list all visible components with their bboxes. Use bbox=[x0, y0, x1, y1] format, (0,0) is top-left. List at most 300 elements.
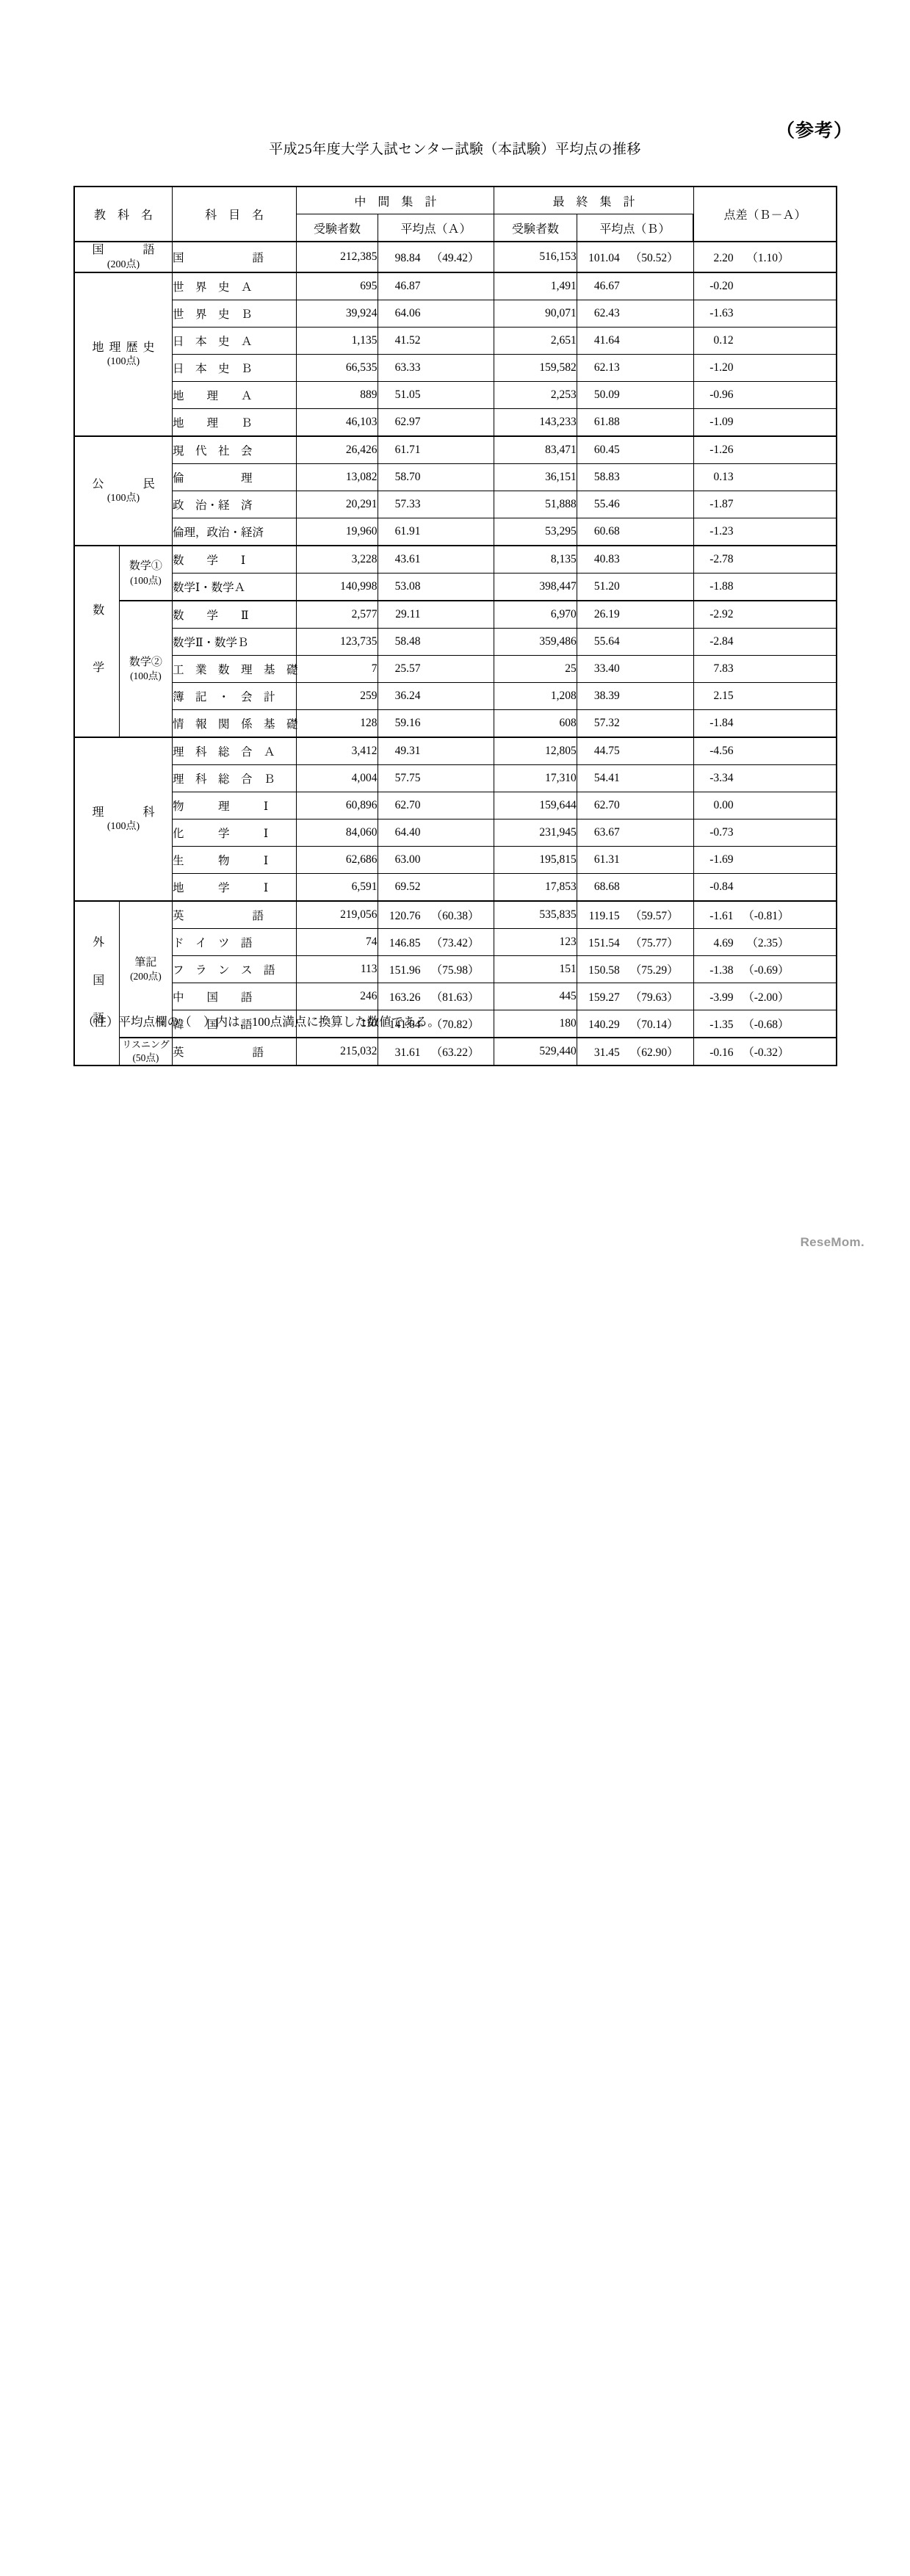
interim-average-value: 59.16 bbox=[394, 717, 421, 730]
final-count: 445 bbox=[494, 983, 577, 1010]
interim-average bbox=[378, 983, 494, 1010]
interim-average-value: 63.00 bbox=[394, 853, 421, 866]
difference bbox=[693, 409, 837, 437]
subgroup-cell-sugaku2 bbox=[119, 601, 172, 737]
final-average-converted: （62.90） bbox=[629, 1046, 679, 1060]
interim-average bbox=[378, 792, 494, 820]
final-average bbox=[577, 436, 693, 464]
final-count: 6,970 bbox=[494, 601, 577, 629]
final-average-value: 62.43 bbox=[593, 307, 620, 320]
final-average-converted: （50.52） bbox=[629, 252, 679, 265]
score-table-container bbox=[73, 186, 837, 1066]
final-average-converted: （79.63） bbox=[629, 991, 679, 1005]
final-count: 83,471 bbox=[494, 436, 577, 464]
subject-name: ド イ ツ 語 bbox=[172, 929, 296, 956]
final-average-value: 68.68 bbox=[593, 880, 620, 894]
final-average bbox=[577, 546, 693, 574]
interim-average bbox=[378, 901, 494, 929]
final-average-value: 62.70 bbox=[593, 799, 620, 812]
final-count: 90,071 bbox=[494, 300, 577, 328]
final-average bbox=[577, 242, 693, 272]
table-row bbox=[74, 574, 837, 601]
table-row bbox=[74, 518, 837, 546]
watermark-logo: ReseMom. bbox=[800, 1235, 864, 1249]
table-row bbox=[74, 272, 837, 300]
interim-average bbox=[378, 242, 494, 272]
difference-value: -0.16 bbox=[709, 1046, 734, 1060]
difference-value: -1.88 bbox=[709, 580, 734, 593]
final-average-converted: （59.57） bbox=[629, 910, 679, 923]
header-final-group: 最 終 集 計 bbox=[494, 187, 693, 214]
interim-average-value: 57.33 bbox=[394, 498, 421, 511]
difference-converted: （-0.32） bbox=[743, 1046, 790, 1060]
difference bbox=[693, 382, 837, 409]
final-average bbox=[577, 1010, 693, 1038]
difference-value: 0.00 bbox=[713, 799, 734, 812]
table-row bbox=[74, 929, 837, 956]
table-row bbox=[74, 820, 837, 847]
interim-average-value: 46.87 bbox=[394, 280, 421, 293]
final-average-value: 51.20 bbox=[593, 580, 620, 593]
interim-average bbox=[378, 300, 494, 328]
interim-average-converted: （73.42） bbox=[430, 937, 480, 950]
interim-average bbox=[378, 464, 494, 491]
final-average-value: 31.45 bbox=[593, 1046, 620, 1060]
subject-name: 簿 記 ・ 会 計 bbox=[172, 683, 296, 710]
final-average-value: 55.46 bbox=[593, 498, 620, 511]
difference bbox=[693, 300, 837, 328]
difference-value: -1.84 bbox=[709, 717, 734, 730]
interim-average-value: 62.70 bbox=[394, 799, 421, 812]
subgroup-points: (100点) bbox=[130, 670, 162, 682]
interim-average bbox=[378, 629, 494, 656]
table-body bbox=[74, 242, 837, 1066]
area-cell-komin bbox=[74, 436, 172, 546]
difference bbox=[693, 1010, 837, 1038]
subject-name: 倫理，政治・経済 bbox=[172, 518, 296, 546]
final-average bbox=[577, 464, 693, 491]
subject-name: 数学Ⅱ・数学Ｂ bbox=[172, 629, 296, 656]
interim-count: 19,960 bbox=[297, 518, 378, 546]
interim-average-value: 61.71 bbox=[394, 444, 421, 457]
interim-average bbox=[378, 683, 494, 710]
final-count: 143,233 bbox=[494, 409, 577, 437]
final-average-value: 55.64 bbox=[593, 635, 620, 648]
difference-value: -1.87 bbox=[709, 498, 734, 511]
difference bbox=[693, 901, 837, 929]
interim-count: 6,591 bbox=[297, 874, 378, 902]
final-average-value: 50.09 bbox=[593, 388, 620, 402]
table-row bbox=[74, 983, 837, 1010]
interim-average-value: 51.05 bbox=[394, 388, 421, 402]
reference-label: （参考） bbox=[776, 121, 853, 141]
difference-converted: （-0.81） bbox=[743, 910, 790, 923]
difference bbox=[693, 518, 837, 546]
final-average bbox=[577, 272, 693, 300]
difference-value: -0.20 bbox=[709, 280, 734, 293]
final-count: 12,805 bbox=[494, 737, 577, 765]
final-average bbox=[577, 929, 693, 956]
final-average-converted: （70.14） bbox=[629, 1019, 679, 1032]
final-count: 1,208 bbox=[494, 683, 577, 710]
interim-average bbox=[378, 874, 494, 902]
difference bbox=[693, 656, 837, 683]
subject-name: 世 界 史 Ａ bbox=[172, 272, 296, 300]
difference-value: -1.35 bbox=[709, 1019, 734, 1032]
interim-count: 2,577 bbox=[297, 601, 378, 629]
header-interim-group: 中 間 集 計 bbox=[297, 187, 494, 214]
interim-average bbox=[378, 574, 494, 601]
difference-value: 0.12 bbox=[713, 334, 734, 347]
interim-average-value: 25.57 bbox=[394, 662, 421, 676]
difference bbox=[693, 874, 837, 902]
interim-average-value: 53.08 bbox=[394, 580, 421, 593]
difference bbox=[693, 601, 837, 629]
difference-converted: （1.10） bbox=[746, 252, 790, 265]
final-average bbox=[577, 409, 693, 437]
final-average bbox=[577, 765, 693, 792]
difference bbox=[693, 546, 837, 574]
table-row bbox=[74, 956, 837, 983]
area-cell-sugaku bbox=[74, 546, 119, 737]
interim-average-value: 49.31 bbox=[394, 745, 421, 758]
difference bbox=[693, 464, 837, 491]
final-average bbox=[577, 1038, 693, 1066]
final-average-value: 41.64 bbox=[593, 334, 620, 347]
interim-count: 74 bbox=[297, 929, 378, 956]
interim-average-value: 141.64 bbox=[389, 1019, 421, 1032]
final-count: 516,153 bbox=[494, 242, 577, 272]
difference-converted: （-0.69） bbox=[743, 964, 790, 977]
subject-name: 英 語 bbox=[172, 1038, 296, 1066]
interim-count: 7 bbox=[297, 656, 378, 683]
interim-count: 889 bbox=[297, 382, 378, 409]
subject-name: 数学Ⅰ・数学Ａ bbox=[172, 574, 296, 601]
interim-count: 46,103 bbox=[297, 409, 378, 437]
subject-name: 日 本 史 Ｂ bbox=[172, 355, 296, 382]
interim-average-value: 58.48 bbox=[394, 635, 421, 648]
subject-name: 政 治・経 済 bbox=[172, 491, 296, 518]
interim-count: 39,924 bbox=[297, 300, 378, 328]
interim-average bbox=[378, 409, 494, 437]
final-average bbox=[577, 491, 693, 518]
header-subject-area: 教 科 名 bbox=[74, 187, 172, 242]
final-average-value: 44.75 bbox=[593, 745, 620, 758]
difference-value: -1.69 bbox=[709, 853, 734, 866]
final-count: 159,582 bbox=[494, 355, 577, 382]
table-row bbox=[74, 382, 837, 409]
subject-name: 韓 国 語 bbox=[172, 1010, 296, 1038]
final-count: 180 bbox=[494, 1010, 577, 1038]
subject-name: 数 学 Ⅱ bbox=[172, 601, 296, 629]
final-average bbox=[577, 518, 693, 546]
difference-value: -2.78 bbox=[709, 553, 734, 566]
interim-average-value: 120.76 bbox=[389, 910, 421, 923]
difference bbox=[693, 328, 837, 355]
interim-count: 66,535 bbox=[297, 355, 378, 382]
final-average bbox=[577, 820, 693, 847]
interim-count: 695 bbox=[297, 272, 378, 300]
final-average-converted: （75.29） bbox=[629, 964, 679, 977]
difference bbox=[693, 820, 837, 847]
interim-average-value: 98.84 bbox=[394, 252, 421, 265]
interim-average bbox=[378, 820, 494, 847]
final-average bbox=[577, 300, 693, 328]
area-label: 公 民 bbox=[92, 477, 160, 491]
difference-value: 0.13 bbox=[713, 471, 734, 484]
interim-average-value: 57.75 bbox=[394, 772, 421, 785]
difference bbox=[693, 956, 837, 983]
final-average bbox=[577, 355, 693, 382]
subject-name: 理 科 総 合 Ａ bbox=[172, 737, 296, 765]
difference-value: -1.09 bbox=[709, 416, 734, 429]
subject-name: 化 学 Ⅰ bbox=[172, 820, 296, 847]
interim-average-value: 69.52 bbox=[394, 880, 421, 894]
difference bbox=[693, 847, 837, 874]
table-row bbox=[74, 355, 837, 382]
table-row bbox=[74, 710, 837, 738]
interim-average bbox=[378, 382, 494, 409]
header-subject-name: 科 目 名 bbox=[172, 187, 296, 242]
footnote: （注）平均点欄の（ ）内は，100点満点に換算した数値である。 bbox=[82, 1015, 440, 1029]
interim-count: 4,004 bbox=[297, 765, 378, 792]
area-points: (100点) bbox=[106, 493, 140, 504]
final-average bbox=[577, 683, 693, 710]
table-row bbox=[74, 656, 837, 683]
subject-name: 生 物 Ⅰ bbox=[172, 847, 296, 874]
final-average-value: 46.67 bbox=[593, 280, 620, 293]
interim-count: 1,135 bbox=[297, 328, 378, 355]
interim-average-value: 62.97 bbox=[394, 416, 421, 429]
difference-value: -1.38 bbox=[709, 964, 734, 977]
area-label: 理 科 bbox=[92, 806, 160, 819]
difference-value: -4.56 bbox=[709, 745, 734, 758]
difference bbox=[693, 683, 837, 710]
interim-count: 20,291 bbox=[297, 491, 378, 518]
interim-average bbox=[378, 929, 494, 956]
subject-name: 地 理 Ｂ bbox=[172, 409, 296, 437]
interim-average-value: 146.85 bbox=[389, 937, 421, 950]
subgroup-label: リスニング bbox=[122, 1039, 170, 1051]
subgroup-points: (50点) bbox=[132, 1052, 159, 1064]
final-average-value: 159.27 bbox=[588, 991, 620, 1005]
subject-name: 現 代 社 会 bbox=[172, 436, 296, 464]
final-average bbox=[577, 874, 693, 902]
subgroup-label: 数学① bbox=[129, 560, 162, 573]
final-count: 25 bbox=[494, 656, 577, 683]
final-count: 2,651 bbox=[494, 328, 577, 355]
table-row bbox=[74, 300, 837, 328]
header-interim-avg: 平均点（Ａ） bbox=[378, 214, 494, 242]
interim-average-value: 43.61 bbox=[394, 553, 421, 566]
difference-value: -2.92 bbox=[709, 608, 734, 621]
interim-average-converted: （49.42） bbox=[430, 252, 480, 265]
subject-name: 数 学 Ⅰ bbox=[172, 546, 296, 574]
final-average bbox=[577, 901, 693, 929]
interim-average bbox=[378, 546, 494, 574]
difference bbox=[693, 436, 837, 464]
final-average bbox=[577, 328, 693, 355]
final-average-value: 38.39 bbox=[593, 690, 620, 703]
table-row bbox=[74, 737, 837, 765]
interim-average-value: 64.40 bbox=[394, 826, 421, 839]
area-cell-rika bbox=[74, 737, 172, 901]
final-count: 17,310 bbox=[494, 765, 577, 792]
table-row bbox=[74, 491, 837, 518]
table-row bbox=[74, 436, 837, 464]
difference-value: 2.15 bbox=[713, 690, 734, 703]
final-average-value: 140.29 bbox=[588, 1019, 620, 1032]
difference bbox=[693, 355, 837, 382]
area-label: 数 学 bbox=[90, 603, 104, 680]
interim-average-converted: （75.98） bbox=[430, 964, 480, 977]
interim-average bbox=[378, 355, 494, 382]
table-row bbox=[74, 546, 837, 574]
table-row bbox=[74, 765, 837, 792]
final-average bbox=[577, 710, 693, 738]
interim-average-value: 36.24 bbox=[394, 690, 421, 703]
interim-count: 219,056 bbox=[297, 901, 378, 929]
final-average-value: 151.54 bbox=[588, 937, 620, 950]
difference-value: -0.73 bbox=[709, 826, 734, 839]
interim-average-value: 151.96 bbox=[389, 964, 421, 977]
interim-count: 215,032 bbox=[297, 1038, 378, 1066]
difference-value: -3.34 bbox=[709, 772, 734, 785]
interim-average-converted: （81.63） bbox=[430, 991, 480, 1005]
table-row bbox=[74, 847, 837, 874]
interim-count: 84,060 bbox=[297, 820, 378, 847]
interim-average-converted: （63.22） bbox=[430, 1046, 480, 1060]
interim-average bbox=[378, 847, 494, 874]
final-count: 535,835 bbox=[494, 901, 577, 929]
interim-average-value: 31.61 bbox=[394, 1046, 421, 1060]
interim-average bbox=[378, 737, 494, 765]
table-row bbox=[74, 328, 837, 355]
final-average bbox=[577, 382, 693, 409]
final-average-value: 26.19 bbox=[593, 608, 620, 621]
difference bbox=[693, 242, 837, 272]
difference bbox=[693, 574, 837, 601]
interim-count: 26,426 bbox=[297, 436, 378, 464]
difference-converted: （-2.00） bbox=[743, 991, 790, 1005]
interim-count: 113 bbox=[297, 956, 378, 983]
interim-average bbox=[378, 601, 494, 629]
difference-converted: （2.35） bbox=[746, 937, 790, 950]
table-row bbox=[74, 874, 837, 902]
interim-average-value: 61.91 bbox=[394, 525, 421, 538]
final-average bbox=[577, 601, 693, 629]
difference bbox=[693, 765, 837, 792]
final-count: 1,491 bbox=[494, 272, 577, 300]
difference bbox=[693, 737, 837, 765]
subject-name: 地 理 Ａ bbox=[172, 382, 296, 409]
interim-average bbox=[378, 272, 494, 300]
final-count: 608 bbox=[494, 710, 577, 738]
final-count: 2,253 bbox=[494, 382, 577, 409]
final-count: 195,815 bbox=[494, 847, 577, 874]
final-average bbox=[577, 737, 693, 765]
difference-value: 4.69 bbox=[713, 937, 734, 950]
difference-value: -1.20 bbox=[709, 361, 734, 375]
interim-average bbox=[378, 1038, 494, 1066]
subgroup-label: 筆記 bbox=[134, 956, 157, 969]
final-average-value: 60.45 bbox=[593, 444, 620, 457]
interim-average bbox=[378, 436, 494, 464]
interim-average bbox=[378, 956, 494, 983]
interim-average-value: 29.11 bbox=[395, 608, 421, 621]
difference-value: -1.23 bbox=[709, 525, 734, 538]
difference bbox=[693, 929, 837, 956]
difference-value: -2.84 bbox=[709, 635, 734, 648]
interim-average bbox=[378, 491, 494, 518]
area-cell-kokugo bbox=[74, 242, 172, 272]
score-table bbox=[73, 186, 837, 1066]
interim-average bbox=[378, 656, 494, 683]
interim-average-value: 58.70 bbox=[394, 471, 421, 484]
difference bbox=[693, 1038, 837, 1066]
header-final-count: 受験者数 bbox=[494, 214, 577, 242]
final-count: 359,486 bbox=[494, 629, 577, 656]
final-average-value: 101.04 bbox=[588, 252, 620, 265]
interim-average-value: 63.33 bbox=[394, 361, 421, 375]
difference bbox=[693, 710, 837, 738]
subgroup-points: (200点) bbox=[130, 971, 162, 983]
header-final-avg: 平均点（Ｂ） bbox=[577, 214, 693, 242]
subgroup-cell-listening bbox=[119, 1038, 172, 1066]
interim-count: 110 bbox=[297, 1010, 378, 1038]
area-label: 国 語 bbox=[92, 244, 160, 256]
difference-value: -1.26 bbox=[709, 444, 734, 457]
area-cell-chirirekishi bbox=[74, 272, 172, 436]
subgroup-label: 数学② bbox=[129, 656, 162, 668]
subgroup-points: (100点) bbox=[130, 574, 162, 586]
subject-name: 国 語 bbox=[172, 242, 296, 272]
final-average bbox=[577, 629, 693, 656]
subject-name: フ ラ ン ス 語 bbox=[172, 956, 296, 983]
final-average-value: 61.88 bbox=[593, 416, 620, 429]
table-row bbox=[74, 683, 837, 710]
final-average bbox=[577, 792, 693, 820]
table-row bbox=[74, 464, 837, 491]
final-count: 151 bbox=[494, 956, 577, 983]
interim-average-converted: （60.38） bbox=[430, 910, 480, 923]
final-count: 8,135 bbox=[494, 546, 577, 574]
final-count: 231,945 bbox=[494, 820, 577, 847]
final-average bbox=[577, 574, 693, 601]
difference-value: -1.63 bbox=[709, 307, 734, 320]
area-points: (100点) bbox=[106, 821, 140, 833]
final-average-value: 63.67 bbox=[593, 826, 620, 839]
interim-count: 140,998 bbox=[297, 574, 378, 601]
subject-name: 理 科 総 合 Ｂ bbox=[172, 765, 296, 792]
final-count: 529,440 bbox=[494, 1038, 577, 1066]
interim-count: 3,412 bbox=[297, 737, 378, 765]
interim-count: 259 bbox=[297, 683, 378, 710]
table-row bbox=[74, 1038, 837, 1066]
interim-count: 123,735 bbox=[297, 629, 378, 656]
subject-name: 情 報 関 係 基 礎 bbox=[172, 710, 296, 738]
interim-average-value: 163.26 bbox=[389, 991, 421, 1005]
table-row bbox=[74, 409, 837, 437]
subject-name: 世 界 史 Ｂ bbox=[172, 300, 296, 328]
final-average-value: 33.40 bbox=[593, 662, 620, 676]
final-count: 398,447 bbox=[494, 574, 577, 601]
table-row bbox=[74, 629, 837, 656]
final-average-value: 40.83 bbox=[593, 553, 620, 566]
difference-value: -3.99 bbox=[709, 991, 734, 1005]
final-average-value: 119.15 bbox=[588, 910, 620, 923]
subject-name: 中 国 語 bbox=[172, 983, 296, 1010]
